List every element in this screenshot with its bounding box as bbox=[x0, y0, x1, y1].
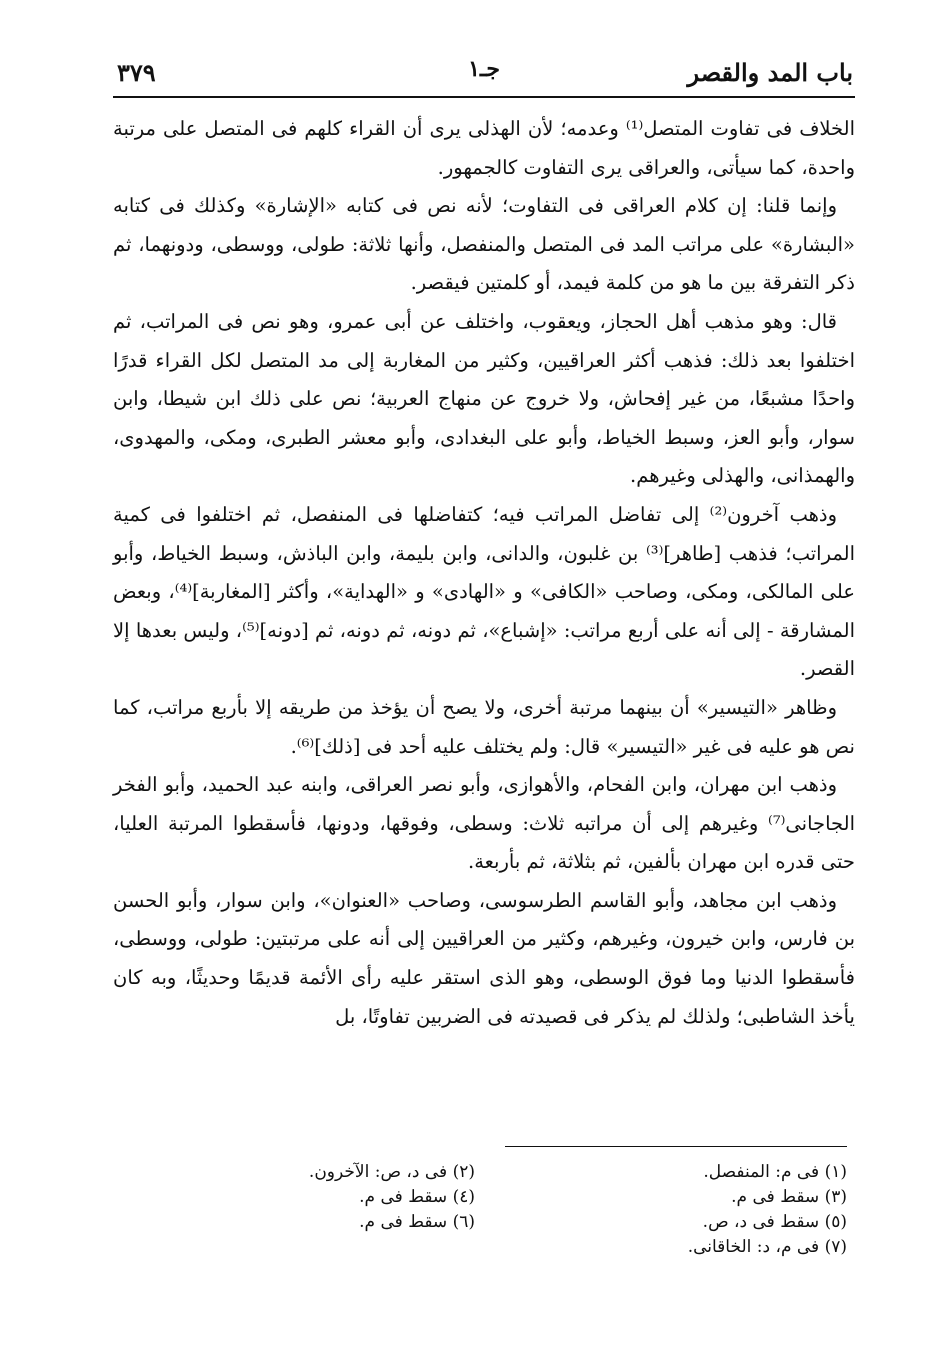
footnote-separator bbox=[505, 1146, 847, 1147]
volume-label: جـ١ bbox=[468, 56, 500, 82]
footnotes-right-column bbox=[517, 1160, 847, 1260]
footnote: (١) فى م: المنفصل. bbox=[703, 1162, 847, 1182]
page-number: ٣٧٩ bbox=[117, 58, 156, 87]
main-text bbox=[113, 110, 855, 1036]
running-header bbox=[113, 52, 855, 98]
paragraph: الخلاف فى تفاوت المتصل⁽¹⁾ وعدمه؛ لأن الهذلى يرى أن القراء كلهم فى المتصل على مرتبة واحدة، كما سيأتى، والعراقى يرى التفاوت كالجمهور. bbox=[113, 117, 855, 179]
paragraph: قال: وهو مذهب أهل الحجاز، ويعقوب، واختلف عن أبى عمرو، وهو نص فى المراتب، ثم اختلفوا بعد ذلك: فذهب أكثر العراقيين، وكثير من المغاربة إلى مد المتصل لكل القراء قدرًا واحدًا مشبعًا، من غير إفحاش، ولا خروج عن منهاج العربية؛ نص على ذلك ابن شيطا، وابن سوار، وأبو العز، وسبط الخياط، وأبو على البغدادى، وأبو معشر الطبرى، ومكى، والمهدوى، والهمذانى، والهذلى وغيرهم. bbox=[113, 309, 855, 488]
footnote: (٤) سقط فى م. bbox=[359, 1187, 475, 1207]
paragraph: وذهب آخرون⁽²⁾ إلى تفاضل المراتب فيه؛ كتفاضلها فى المنفصل، ثم اختلفوا فى كمية المراتب؛ فذهب [طاهر]⁽³⁾ بن غلبون، والدانى، وابن بليمة، وابن الباذش، وسبط الخياط، وأبو على المالكى، ومكى، وصاحب «الكافى» و «الهادى» و «الهداية»، وأكثر [المغاربة]⁽⁴⁾، وبعض المشارقة - إلى أنه على أربع مراتب: «إشباع»، ثم دونه، ثم دونه، ثم [دونه]⁽⁵⁾، وليس بعدها إلا القصر. bbox=[113, 502, 855, 681]
paragraph: وإنما قلنا: إن كلام العراقى فى التفاوت؛ لأنه نص فى كتابه «الإشارة» وكذلك فى كتابه «البشارة» على مراتب المد فى المتصل والمنفصل، وأنها ثلاثة: طولى، ووسطى، ودونهما، ثم ذكر التفرقة بين ما هو من كلمة فيمد، أو كلمتين فيقصر. bbox=[113, 194, 855, 295]
footnote: (٧) فى م، د: الخاقانى. bbox=[687, 1237, 847, 1257]
footnote: (٥) سقط فى د، ص. bbox=[702, 1212, 847, 1232]
footnote: (٢) فى د، ص: الآخرون. bbox=[308, 1162, 475, 1182]
paragraph: وذهب ابن مهران، وابن الفحام، والأهوازى، وأبو نصر العراقى، وابنه عبد الحميد، وأبو الفخر الجاجانى⁽⁷⁾ وغيرهم إلى أن مراتبه ثلاث: وسطى، وفوقها، ودونها، فأسقطوا المرتبة العليا، حتى قدره ابن مهران بألفين، ثم بثلاثة، ثم بأربعة. bbox=[113, 773, 855, 874]
paragraph: وذهب ابن مجاهد، وأبو القاسم الطرسوسى، وصاحب «العنوان»، وابن سوار، وأبو الحسن بن فارس، وابن خيرون، وغيرهم، وكثير من العراقيين إلى أنه على مرتبتين: طولى، ووسطى، فأسقطوا الدنيا وما فوق الوسطى، وهو الذى استقر عليه رأى الأئمة قديمًا وحديثًا، وبه كان يأخذ الشاطبى؛ ولذلك لم يذكر فى قصيدته فى الضربين تفاوتًا، بل bbox=[113, 888, 855, 1028]
chapter-title: باب المد والقصر bbox=[687, 58, 853, 87]
footnote: (٣) سقط فى م. bbox=[731, 1187, 847, 1207]
paragraph: وظاهر «التيسير» أن بينهما مرتبة أخرى، ولا يصح أن يؤخذ من طريقه إلا بأربع مراتب، كما نص هو عليه فى غير «التيسير» قال: ولم يختلف عليه أحد فى [ذلك]⁽⁶⁾. bbox=[113, 695, 855, 758]
footnote: (٦) سقط فى م. bbox=[359, 1212, 475, 1232]
footnotes-left-column bbox=[145, 1160, 475, 1235]
